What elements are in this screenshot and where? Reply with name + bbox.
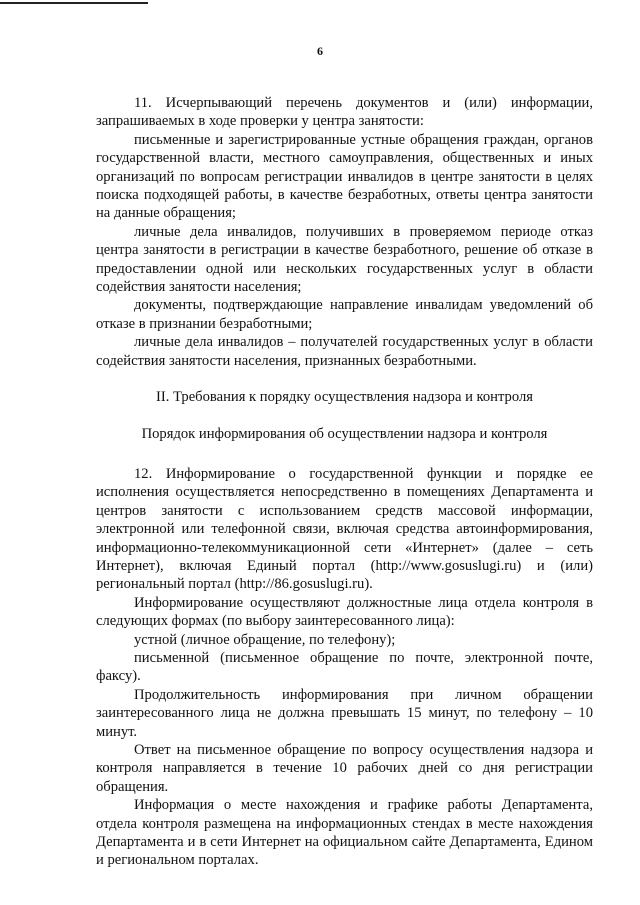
- paragraph: личные дела инвалидов, получивших в проверяемом периоде отказ центра занятости в регистрации в качестве безработного, решение об отказе в предоставлении одной или нескольких государственных услуг в области содействия занятости населения;: [96, 223, 593, 296]
- paragraph: документы, подтверждающие направление инвалидам уведомлений об отказе в признании безработными;: [96, 297, 593, 332]
- document-body: [96, 94, 593, 870]
- paragraph: устной (личное обращение, по телефону);: [134, 631, 396, 648]
- section-heading: II. Требования к порядку осуществления надзора и контроля: [156, 389, 533, 406]
- paragraph: Информирование осуществляют должностные лица отдела контроля в следующих формах (по выбору заинтересованного лица):: [96, 594, 593, 630]
- paragraph: письменные и зарегистрированные устные обращения граждан, органов государственной власти, местного самоуправления, общественных и иных организаций по вопросам регистрации инвалидов в центре занятости в целях поиска подходящей работы, в качестве безработных, ответы центра занятости на данные обращения;: [96, 131, 593, 222]
- paragraph: Ответ на письменное обращение по вопросу осуществления надзора и контроля направляется в течение 10 рабочих дней со дня регистрации обращения.: [96, 742, 593, 795]
- paragraph: письменной (письменное обращение по почте, электронной почте, факсу).: [96, 649, 593, 685]
- page-number: 6: [317, 44, 323, 58]
- paragraph: Продолжительность информирования при личном обращении заинтересованного лица не должна превышать 15 минут, по телефону – 10 минут.: [96, 686, 593, 740]
- paragraph-item-12: 12. Информирование о государственной функции и порядке ее исполнения осуществляется непосредственно в помещениях Департамента и центров занятости с использованием средств массовой информации, электронной или телефонной связи, включая средства автоинформирования, информационно-телекоммуникационной сети «Интернет» (далее – сеть Интернет), включая Единый портал (http://www.gosuslugi.ru) и (или) региональный портал (http://86.gosuslugi.ru).: [96, 465, 593, 593]
- scan-artifact-line: [0, 2, 148, 4]
- paragraph: личные дела инвалидов – получателей государственных услуг в области содействия занятости населения, признанных безработными.: [96, 334, 593, 369]
- subsection-heading: Порядок информирования об осуществлении надзора и контроля: [141, 425, 548, 442]
- paragraph-item-11: 11. Исчерпывающий перечень документов и (или) информации, запрашиваемых в ходе проверки у центра занятости:: [96, 95, 593, 130]
- paragraph: Информация о месте нахождения и графике работы Департамента, отдела контроля размещена на информационных стендах в месте нахождения Департамента и в сети Интернет на официальном сайте Департамента, Едином и региональном порталах.: [96, 797, 593, 869]
